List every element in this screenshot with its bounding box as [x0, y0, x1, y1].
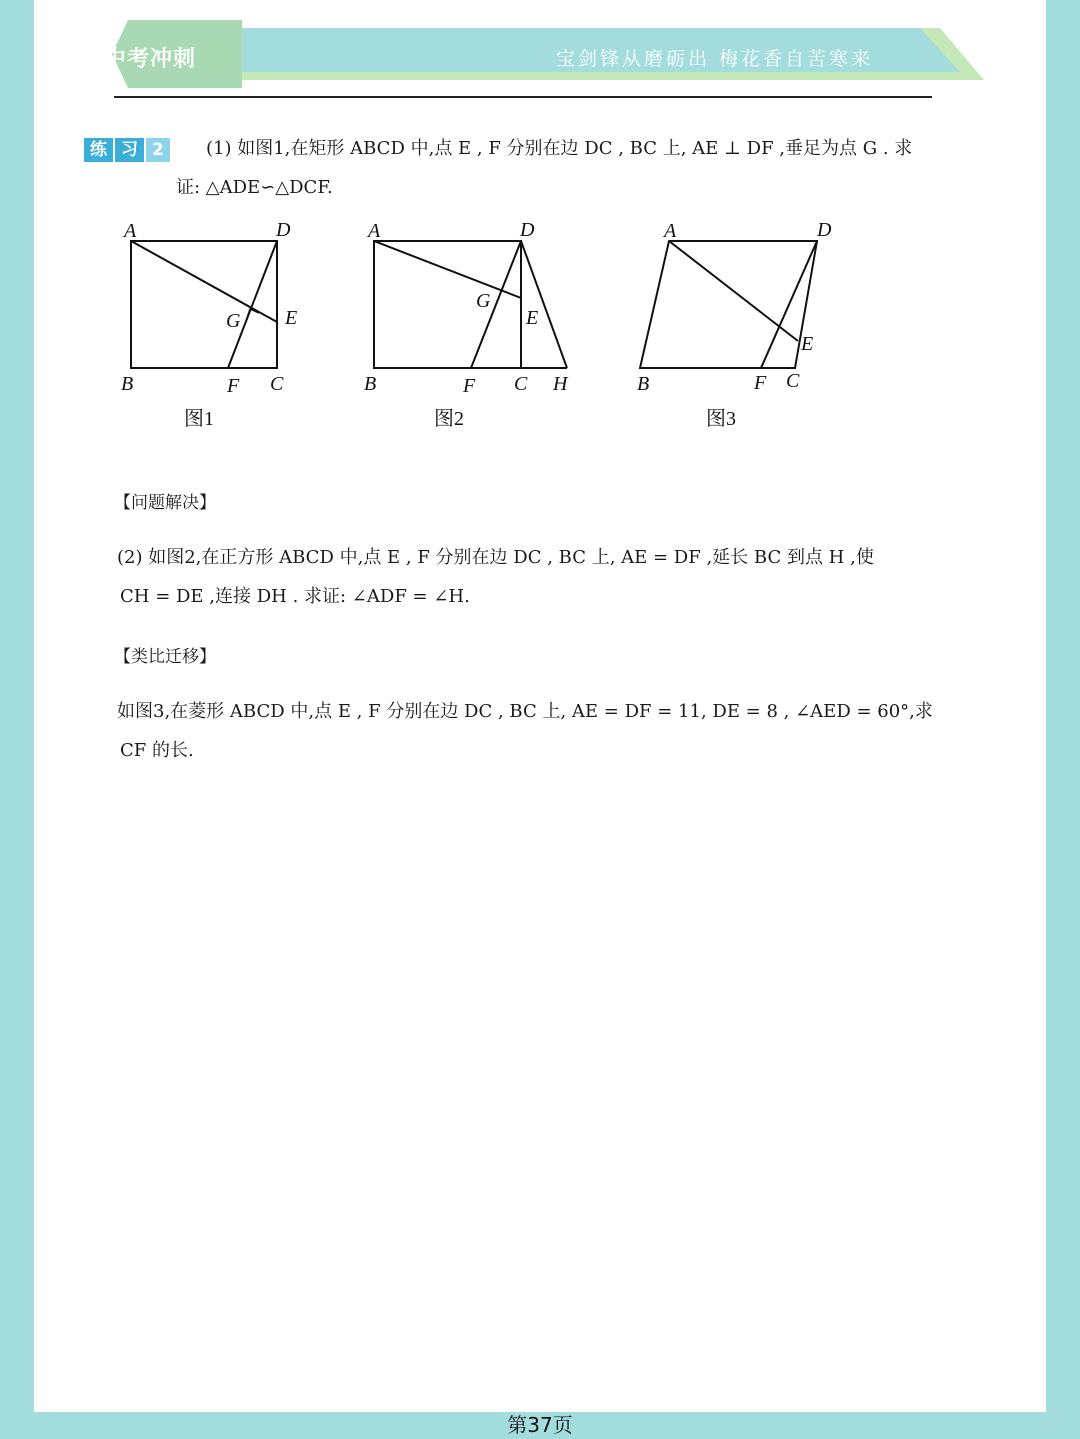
fig2-label-a: A [368, 220, 381, 242]
fig3-label-b: B [637, 373, 650, 395]
fig1-rectangle [131, 241, 277, 368]
fig3-label-c: C [786, 370, 800, 392]
badge-part1: 练 [84, 138, 113, 162]
badge-number: 2 [146, 138, 170, 162]
fig1-label-d: D [276, 219, 291, 241]
fig2-label-c: C [514, 373, 528, 395]
question1-line1: (1) 如图1,在矩形 ABCD 中,点 E , F 分别在边 DC , BC 上, AE ⊥ DF ,垂足为点 G . 求 [206, 138, 913, 159]
fig2-label-g: G [476, 290, 491, 312]
fig2-label-d: D [520, 219, 535, 241]
analogy-heading: 【类比迁移】 [114, 647, 216, 667]
fig2-label-b: B [364, 373, 377, 395]
fig1-caption: 图1 [184, 408, 214, 430]
problem-solving-heading: 【问题解决】 [114, 493, 216, 513]
question3-line1: 如图3,在菱形 ABCD 中,点 E , F 分别在边 DC , BC 上, AE = DF = 11, DE = 8 , ∠AED = 60°,求 [117, 701, 933, 722]
question2-line1: (2) 如图2,在正方形 ABCD 中,点 E , F 分别在边 DC , BC 上, AE = DF ,延长 BC 到点 H ,使 [117, 547, 874, 568]
question1-line2: 证: △ADE∽△DCF. [176, 177, 333, 198]
fig2-segment-ae [374, 241, 521, 298]
brand-title: 中考冲刺 [104, 47, 197, 72]
fig3-label-d: D [817, 219, 832, 241]
page-number: 第37页 [507, 1413, 573, 1437]
fig2-square [374, 241, 521, 368]
fig3-caption: 图3 [706, 408, 736, 430]
fig1-label-a: A [124, 220, 137, 242]
fig3-rhombus [640, 241, 817, 368]
figures-area [0, 0, 1080, 440]
fig1-segment-ae [131, 241, 277, 322]
fig2-segment-dh [521, 241, 567, 368]
badge-part2: 习 [115, 138, 144, 162]
question2-line2: CH = DE ,连接 DH . 求证: ∠ADF = ∠H. [120, 586, 470, 607]
header-motto: 宝剑锋从磨砺出 梅花香自苦寒来 [556, 48, 874, 70]
fig2-label-e: E [526, 307, 539, 329]
fig3-label-a: A [664, 220, 677, 242]
fig1-label-f: F [227, 375, 240, 397]
question3-line2: CF 的长. [120, 740, 194, 761]
fig1-segment-df [228, 241, 277, 368]
fig2-caption: 图2 [434, 408, 464, 430]
fig1-label-e: E [285, 307, 298, 329]
fig1-label-g: G [226, 310, 241, 332]
fig2-label-f: F [463, 375, 476, 397]
fig2-label-h: H [553, 373, 568, 395]
fig3-label-f: F [754, 372, 767, 394]
fig3-label-e: E [801, 333, 814, 355]
fig1-label-c: C [270, 373, 284, 395]
fig1-label-b: B [121, 373, 134, 395]
